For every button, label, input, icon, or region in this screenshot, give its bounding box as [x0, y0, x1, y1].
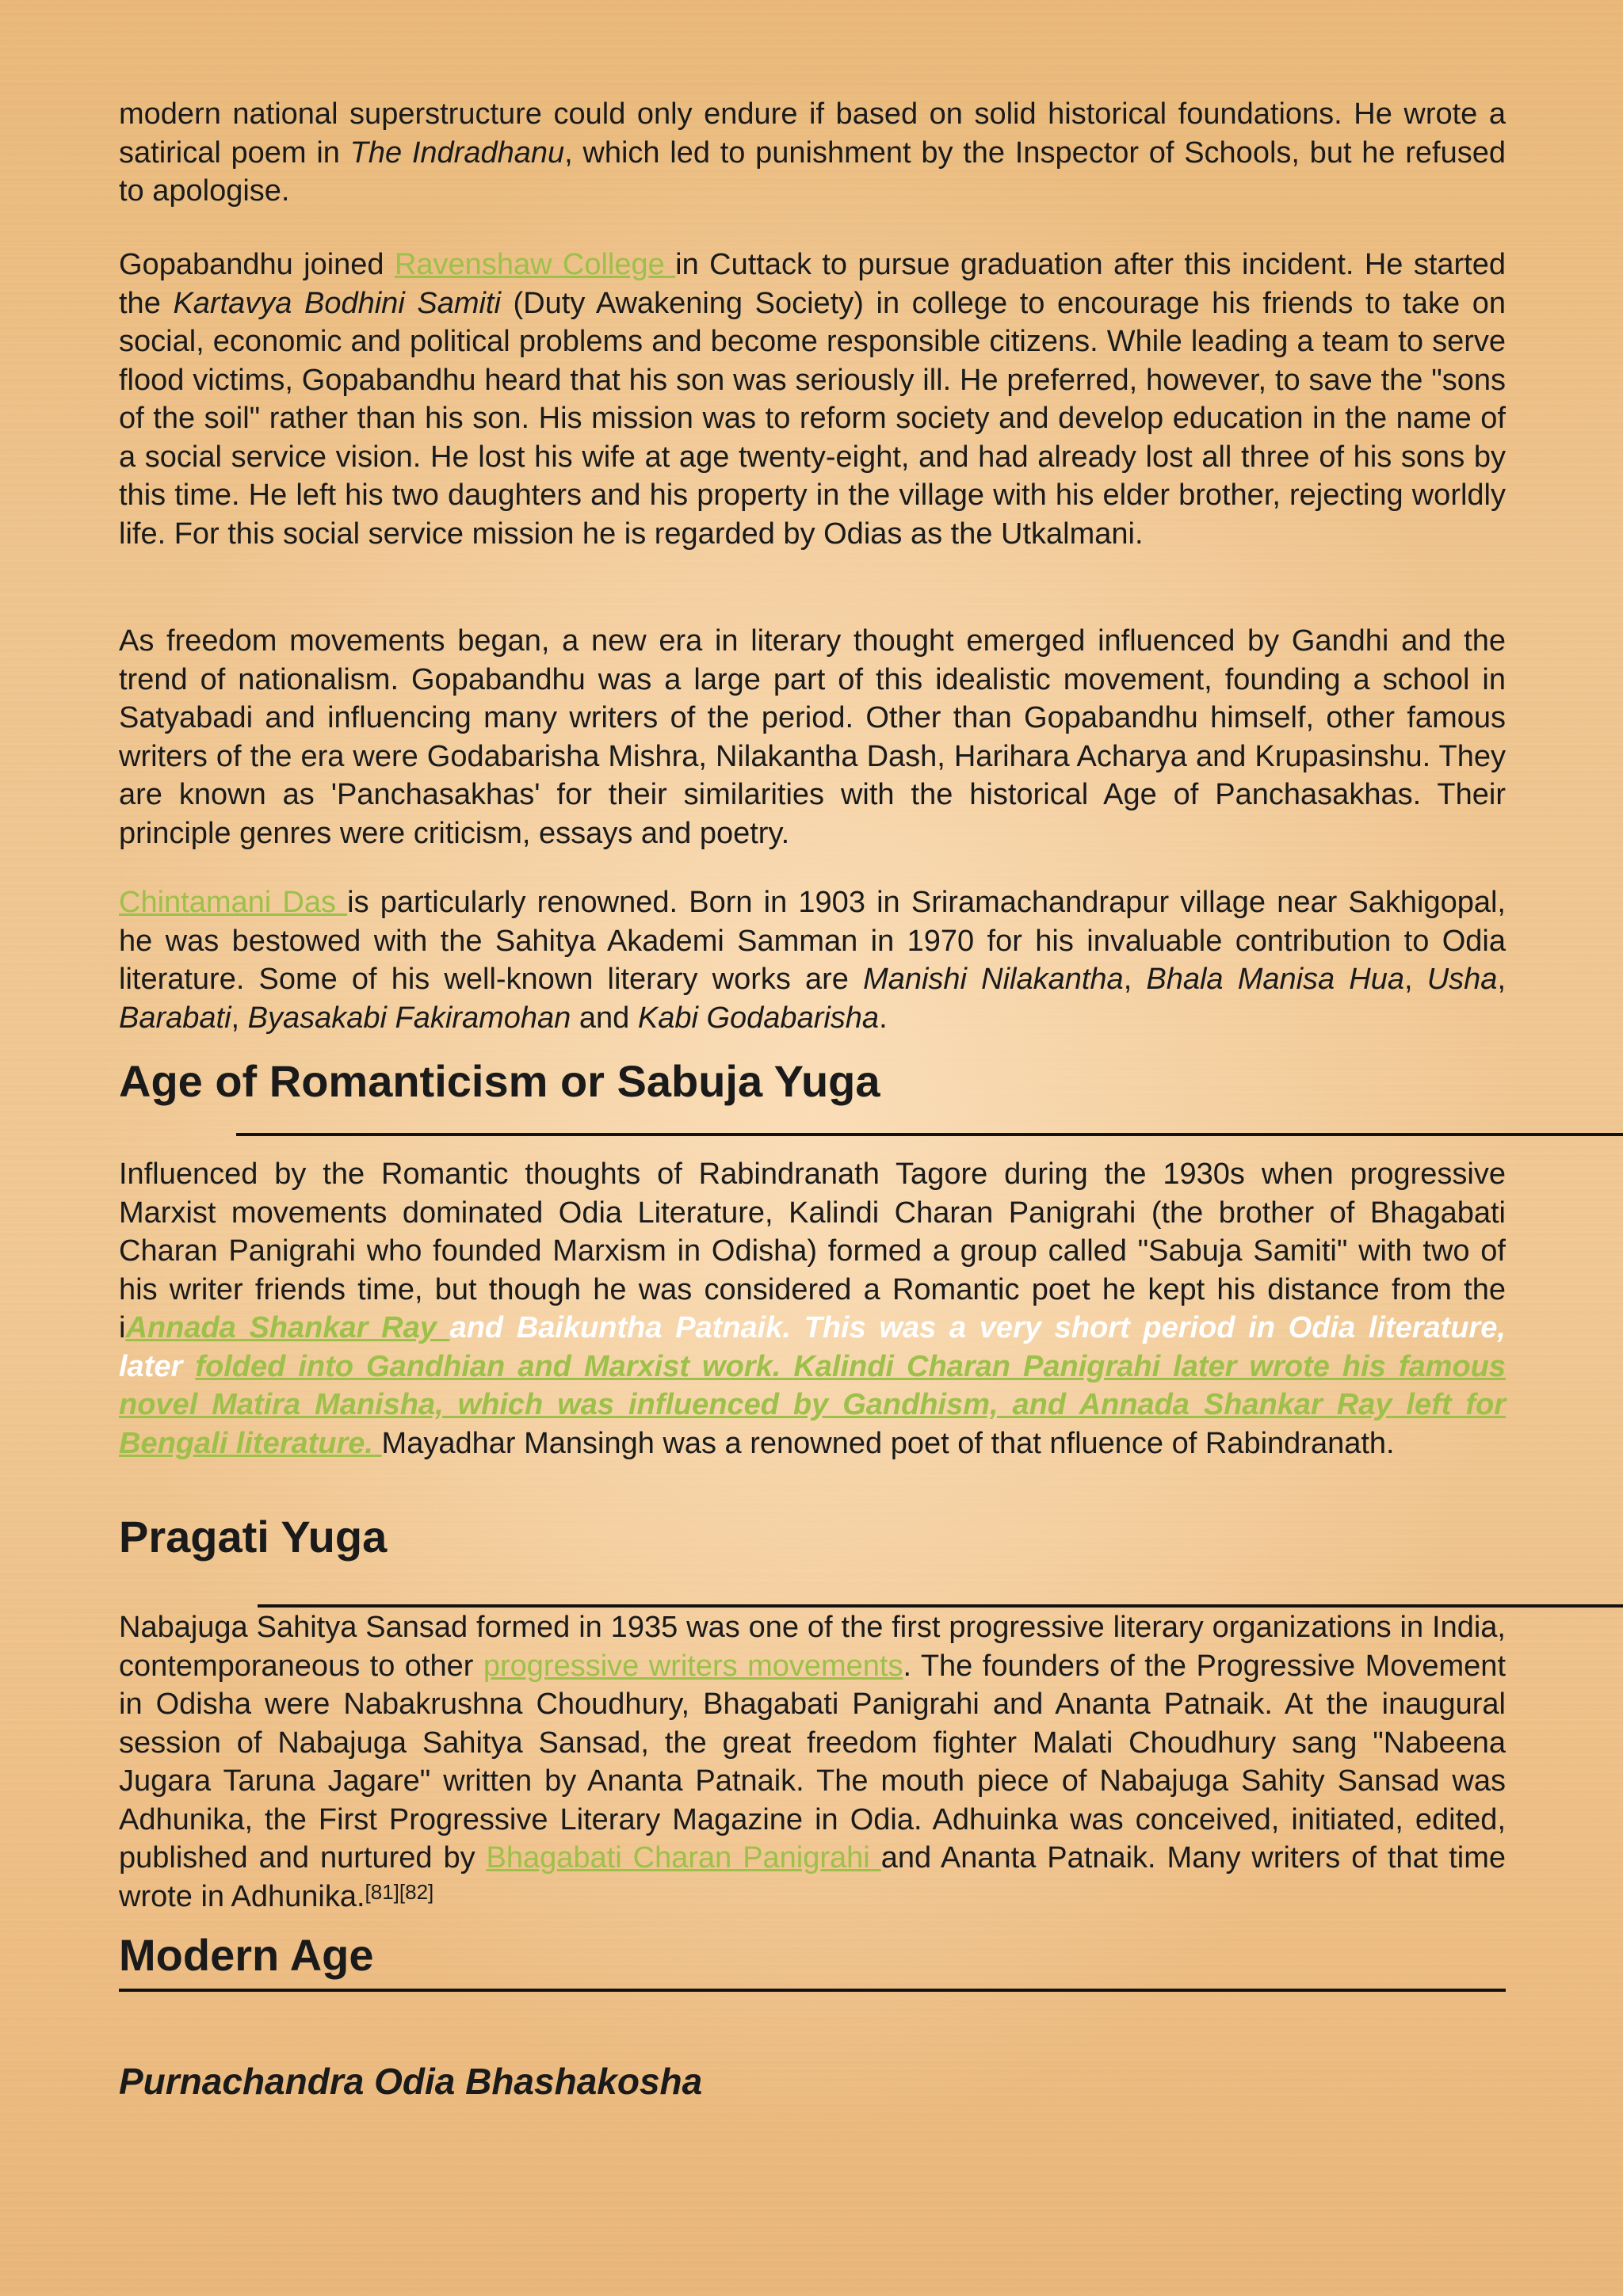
italic-title: Manishi Nilakantha: [863, 963, 1124, 996]
link-ravenshaw-college[interactable]: Ravenshaw College: [394, 248, 676, 281]
heading-divider: [236, 1133, 1623, 1136]
link-chintamani-das[interactable]: Chintamani Das: [119, 886, 348, 919]
text: , which led to punishment by the Inspector of Schools, but he refused to apologise.: [119, 135, 1506, 208]
text: ,: [231, 1001, 248, 1035]
paragraph-indradhanu: [119, 95, 1506, 211]
text: modern national superstructure could only endure if based on solid historical foundations. He wrote a satirical poem in: [119, 97, 1506, 170]
text: ,: [1123, 963, 1147, 996]
section-heading-modern-age: Modern Age: [119, 1930, 374, 1980]
text: . The founders of the Progressive Movement in Odisha were Nabakrushna Choudhury, Bhagabati Panigrahi and Ananta Patnaik. At the inaugural session of Nabajuga Sahitya Sansad, the great freedom fighter Malati Choudhury sang "Nabeena Jugara Taruna Jagare" written by Ananta Patnaik. The mouth piece of Nabajuga Sahity Sansad was Adhunika, the First Progressive Literary Magazine in Odia. Adhuinka was conceived, initiated, edited, published and nurtured by: [119, 1649, 1506, 1875]
link-bhagabati-charan-panigrahi[interactable]: Bhagabati Charan Panigrahi: [486, 1841, 881, 1875]
text: Gopabandhu joined: [119, 248, 395, 281]
text: in Cuttack to pursue graduation after this incident. He started the: [119, 248, 1507, 320]
text: and Ananta Patnaik. Many writers of that time wrote in Adhunika.: [119, 1841, 1506, 1913]
paragraph-chintamani-das: [119, 883, 1506, 1037]
highlighted-link-text[interactable]: folded into Gandhian and Marxist work. Kalindi Charan Panigrahi later wrote his famous novel Matira Manisha, which was influenced by Gandhism, and Annada Shankar Ray left for Bengali literature.: [119, 1349, 1506, 1460]
section-heading-pragati-yuga: Pragati Yuga: [119, 1512, 388, 1562]
highlighted-text: and Baikuntha Patnaik. This was a very short period in Odia literature, later: [119, 1311, 1506, 1383]
italic-title: Barabati: [119, 1001, 231, 1035]
section-heading-romanticism: Age of Romanticism or Sabuja Yuga: [119, 1056, 880, 1106]
heading-divider: [119, 1989, 1506, 1992]
text: and: [571, 1001, 638, 1035]
text: As freedom movements began, a new era in literary thought emerged influenced by Gandhi and the trend of nationalism. Gopabandhu was a large part of this idealistic movement, founding a school in Satyabadi and influencing many writers of the period. Other than Gopabandhu himself, other famous writers of the era were Godabarisha Mishra, Nilakantha Dash, Harihara Acharya and Krupasinshu. They are known as 'Panchasakhas' for their similarities with the historical Age of Panchasakhas. Their principle genres were criticism, essays and poetry.: [119, 624, 1506, 850]
text: Mayadhar Mansingh was a renowned poet of that nfluence of Rabindranath.: [381, 1426, 1395, 1460]
citation-81[interactable]: [81]: [365, 1879, 399, 1904]
italic-title: The Indradhanu: [349, 135, 565, 170]
subheading-bhashakosha: Purnachandra Odia Bhashakosha: [119, 2061, 703, 2102]
text: (Duty Awakening Society) in college to encourage his friends to take on social, economic and political problems and become responsible citizens. While leading a team to serve flood victims, Gopabandhu heard that his son was seriously ill. He preferred, however, to save the "sons of the soil" rather than his son. His mission was to reform society and develop education in the name of a social service vision. He lost his wife at age twenty-eight, and had already lost all three of his sons by this time. He left his two daughters and his property in the village with his elder brother, rejecting worldly life. For this social service mission he is regarded by Odias as the Utkalmani.: [119, 286, 1506, 551]
link-progressive-writers-movements[interactable]: progressive writers movements: [483, 1649, 903, 1683]
heading-divider: [258, 1604, 1623, 1608]
italic-title: Kartavya Bodhini Samiti: [173, 286, 501, 320]
italic-title: Kabi Godabarisha: [637, 1001, 880, 1035]
paragraph-pragati-yuga: [119, 1608, 1506, 1916]
italic-title: Byasakabi Fakiramohan: [247, 1001, 571, 1035]
paragraph-freedom-movements: [119, 622, 1506, 852]
italic-title: Bhala Manisa Hua: [1146, 963, 1405, 996]
citation-82[interactable]: [82]: [399, 1879, 434, 1904]
text: Influenced by the Romantic thoughts of Rabindranath Tagore during the 1930s when progressive Marxist movements dominated Odia Literature, Kalindi Charan Panigrahi (the brother of Bhagabati Charan Panigrahi who founded Marxism in Odisha) formed a group called "Sabuja Samiti" with two of his writer friends time, but though he was considered a Romantic poet he kept his distance from the i: [119, 1158, 1506, 1344]
text: is particularly renowned. Born in 1903 in Sriramachandrapur village near Sakhigopal, he was bestowed with the Sahitya Akademi Samman in 1970 for his invaluable contribution to Odia literature. Some of his well-known literary works are: [119, 886, 1506, 996]
italic-title: Usha: [1426, 963, 1498, 996]
paragraph-sabuja-yuga: [119, 1155, 1506, 1463]
link-annada-shankar-ray[interactable]: Annada Shankar Ray: [125, 1311, 450, 1344]
paragraph-ravenshaw: [119, 246, 1506, 553]
text: .: [879, 1001, 888, 1035]
text: Nabajuga Sahitya Sansad formed in 1935 was one of the first progressive literary organizations in India, contemporaneous to other: [119, 1611, 1506, 1683]
text: ,: [1497, 963, 1506, 996]
text: ,: [1404, 963, 1427, 996]
